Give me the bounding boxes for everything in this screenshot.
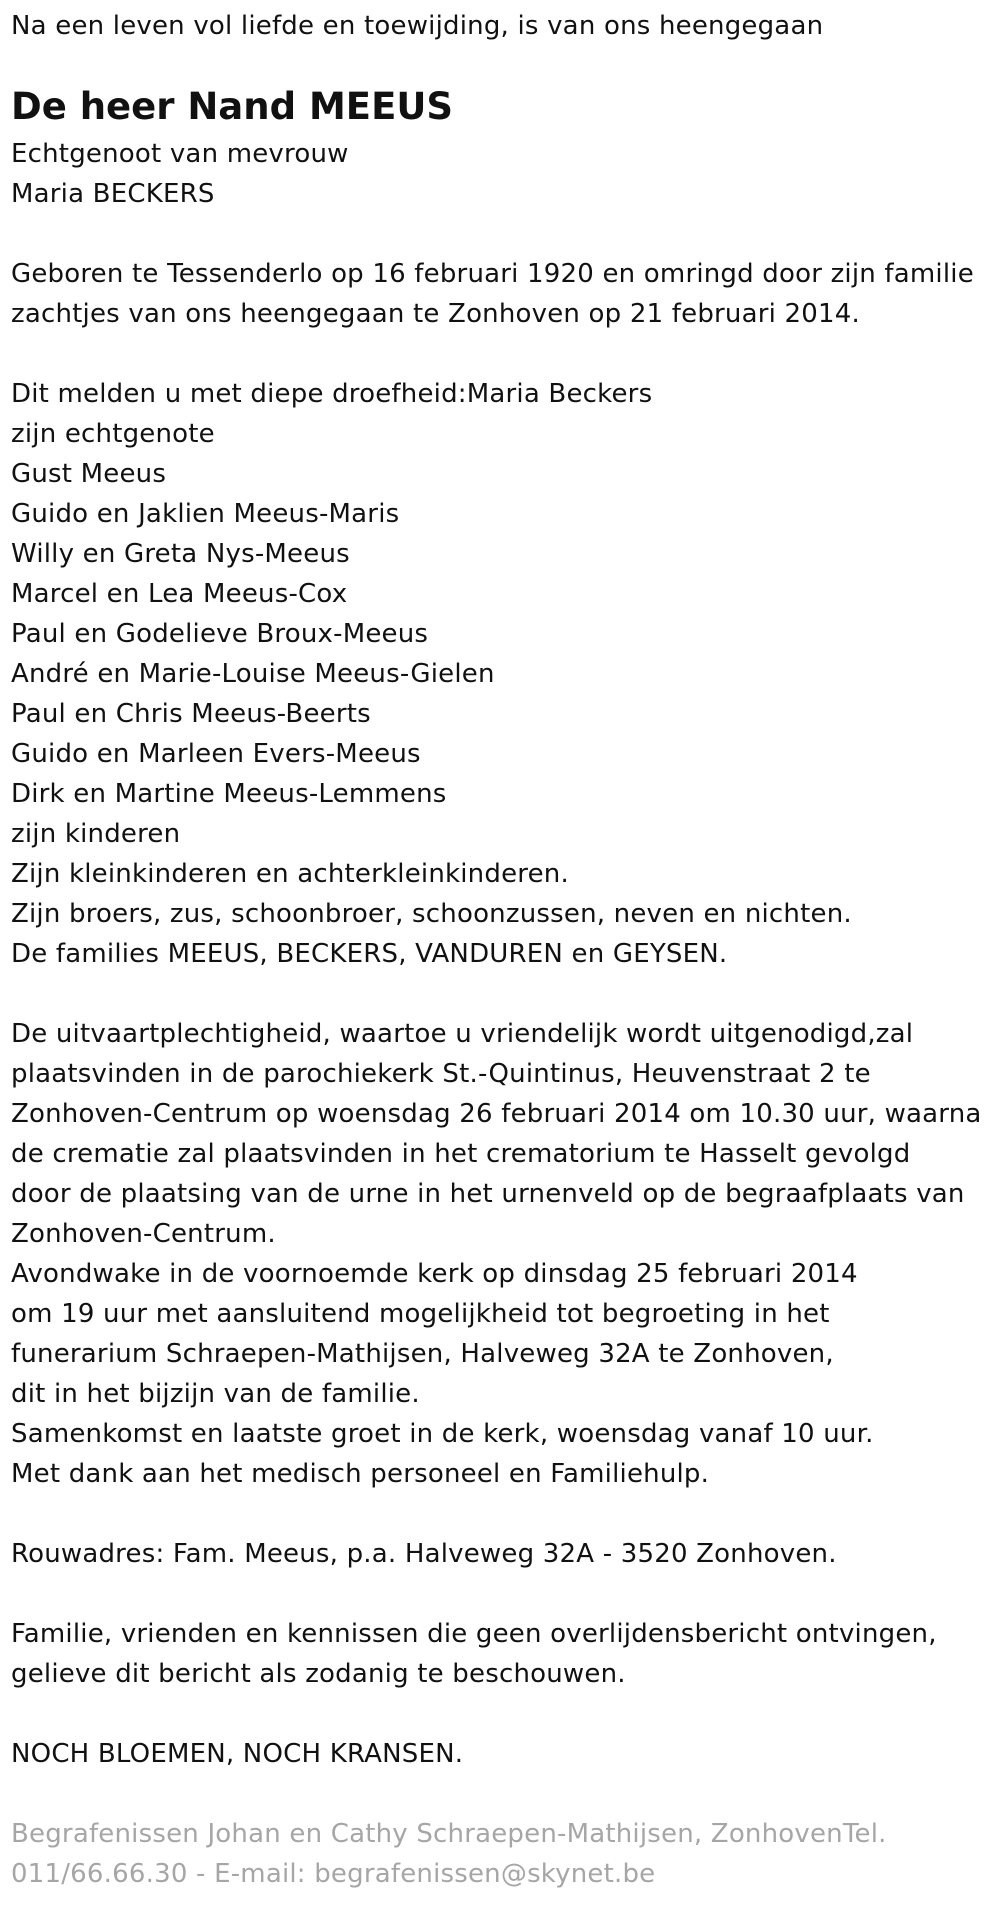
spacer [11, 1694, 991, 1734]
spacer [11, 334, 991, 374]
deceased-name: De heer Nand MEEUS [11, 85, 454, 128]
spacer [11, 1774, 991, 1814]
family-line: Paul en Chris Meeus-Beerts [11, 699, 371, 729]
ceremony-line: plaatsvinden in de parochiekerk St.-Quintinus, Heuvenstraat 2 te [11, 1059, 871, 1089]
family-line: Paul en Godelieve Broux-Meeus [11, 619, 429, 649]
spouse-line: Maria BECKERS [11, 179, 215, 209]
ceremony-line: Avondwake in de voornoemde kerk op dinsdag 25 februari 2014 [11, 1259, 858, 1289]
ceremony-line: Met dank aan het medisch personeel en Familiehulp. [11, 1459, 710, 1489]
ceremony-line: door de plaatsing van de urne in het urnenveld op de begraafplaats van [11, 1179, 965, 1209]
footer-line: Begrafenissen Johan en Cathy Schraepen-Mathijsen, ZonhovenTel. [11, 1819, 887, 1849]
family-line: Gust Meeus [11, 459, 167, 489]
ceremony-line: de crematie zal plaatsvinden in het crematorium te Hasselt gevolgd [11, 1139, 911, 1169]
spacer [11, 1574, 991, 1614]
family-line: Guido en Marleen Evers-Meeus [11, 739, 421, 769]
family-line: zijn echtgenote [11, 419, 215, 449]
family-block [11, 374, 991, 974]
family-line: André en Marie-Louise Meeus-Gielen [11, 659, 495, 689]
ceremony-line: om 19 uur met aansluitend mogelijkheid tot begroeting in het [11, 1299, 830, 1329]
spouse-line: Echtgenoot van mevrouw [11, 139, 349, 169]
notice-line: gelieve dit bericht als zodanig te beschouwen. [11, 1659, 626, 1689]
family-line: zijn kinderen [11, 819, 181, 849]
funeral-home-footer [11, 1814, 991, 1894]
footer-line: 011/66.66.30 - E-mail: begrafenissen@skynet.be [11, 1859, 656, 1889]
ceremony-line: Samenkomst en laatste groet in de kerk, woensdag vanaf 10 uur. [11, 1419, 874, 1449]
notice-line: Familie, vrienden en kennissen die geen overlijdensbericht ontvingen, [11, 1619, 937, 1649]
ceremony-line: Zonhoven-Centrum. [11, 1219, 276, 1249]
notice-block [11, 1614, 991, 1694]
family-line: Dirk en Martine Meeus-Lemmens [11, 779, 447, 809]
intro-text: Na een leven vol liefde en toewijding, is van ons heengegaan [11, 11, 824, 41]
ceremony-line: funerarium Schraepen-Mathijsen, Halveweg 32A te Zonhoven, [11, 1339, 834, 1369]
ceremony-block [11, 1014, 991, 1494]
family-line: Marcel en Lea Meeus-Cox [11, 579, 348, 609]
birth-block [11, 254, 991, 334]
ceremony-line: Zonhoven-Centrum op woensdag 26 februari 2014 om 10.30 uur, waarna [11, 1099, 982, 1129]
family-line: Willy en Greta Nys-Meeus [11, 539, 350, 569]
spacer [11, 974, 991, 1014]
spacer [11, 214, 991, 254]
family-line: Dit melden u met diepe droefheid:Maria Beckers [11, 379, 653, 409]
family-line: Guido en Jaklien Meeus-Maris [11, 499, 400, 529]
family-line: Zijn broers, zus, schoonbroer, schoonzussen, neven en nichten. [11, 899, 852, 929]
mourning-address: Rouwadres: Fam. Meeus, p.a. Halveweg 32A - 3520 Zonhoven. [11, 1539, 837, 1569]
family-line: De families MEEUS, BECKERS, VANDUREN en GEYSEN. [11, 939, 728, 969]
birth-line: Geboren te Tessenderlo op 16 februari 1920 en omringd door zijn familie [11, 259, 974, 289]
birth-line: zachtjes van ons heengegaan te Zonhoven op 21 februari 2014. [11, 299, 860, 329]
spouse-block [11, 134, 991, 214]
spacer [11, 1494, 991, 1534]
obituary-notice [11, 0, 991, 1894]
ceremony-line: De uitvaartplechtigheid, waartoe u vriendelijk wordt uitgenodigd,zal [11, 1019, 914, 1049]
family-line: Zijn kleinkinderen en achterkleinkinderen. [11, 859, 569, 889]
ceremony-line: dit in het bijzijn van de familie. [11, 1379, 420, 1409]
no-flowers-note: NOCH BLOEMEN, NOCH KRANSEN. [11, 1739, 464, 1769]
